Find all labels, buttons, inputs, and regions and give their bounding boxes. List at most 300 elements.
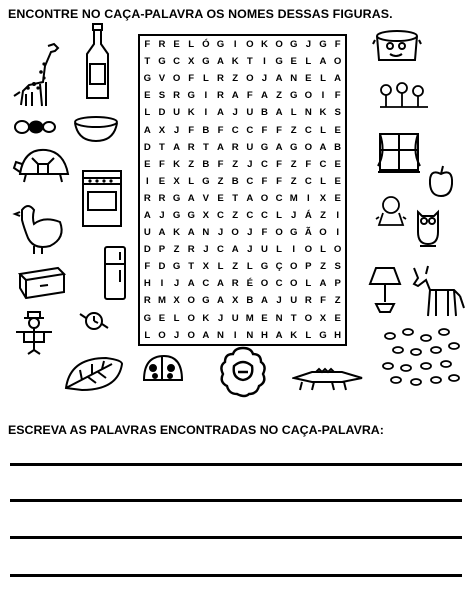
grid-letter: L	[188, 39, 195, 51]
grid-letter: A	[143, 209, 151, 221]
grid-letter: J	[276, 295, 282, 307]
grid-letter: É	[246, 278, 253, 290]
grid-letter: X	[319, 312, 327, 324]
grid-letter: M	[245, 312, 254, 324]
grid-letter: A	[187, 192, 195, 204]
grid-letter: A	[231, 90, 239, 102]
grid-row	[140, 327, 345, 344]
grid-letter: J	[261, 73, 268, 85]
grid-letter: L	[144, 329, 151, 341]
grid-letter: G	[172, 261, 181, 273]
grid-letter: A	[217, 107, 224, 119]
grid-row	[140, 292, 345, 309]
grid-letter: E	[305, 73, 312, 85]
grid-letter: L	[305, 278, 312, 290]
grid-letter: E	[144, 90, 151, 102]
grid-letter: A	[217, 278, 224, 290]
answer-line	[10, 499, 462, 502]
grid-letter: F	[261, 124, 268, 136]
grid-letter: D	[143, 141, 151, 153]
lamp-icon	[368, 264, 402, 318]
grid-letter: R	[231, 141, 239, 153]
grid-letter: G	[319, 329, 327, 341]
grid-letter: I	[321, 90, 325, 102]
grid-letter: O	[333, 56, 342, 68]
grid-row	[140, 36, 345, 53]
grid-letter: I	[233, 329, 237, 341]
grid-letter: F	[305, 158, 312, 170]
page-title: ENCONTRE NO CAÇA-PALAVRA OS NOMES DESSAS FIGURAS.	[8, 7, 393, 21]
grid-row	[140, 258, 345, 275]
grid-letter: B	[246, 295, 254, 307]
grid-letter: A	[231, 244, 239, 256]
grid-row	[140, 87, 345, 104]
grid-letter: K	[290, 329, 298, 341]
grid-letter: N	[217, 329, 224, 341]
grid-letter: L	[188, 175, 195, 187]
grid-letter: N	[246, 329, 254, 341]
grid-letter: X	[173, 295, 180, 307]
grid-letter: J	[247, 158, 253, 170]
grid-letter: O	[304, 244, 313, 256]
grid-letter: G	[319, 39, 327, 51]
grid-letter: C	[260, 209, 268, 221]
grid-letter: C	[246, 209, 254, 221]
grid-letter: P	[158, 244, 166, 256]
donkey-icon	[408, 264, 466, 320]
grid-letter: E	[334, 124, 341, 136]
grid-row	[140, 207, 345, 224]
grid-letter: K	[173, 227, 181, 239]
grid-letter: K	[187, 107, 195, 119]
grid-letter: H	[334, 329, 342, 341]
grid-letter: F	[217, 158, 224, 170]
grid-letter: A	[143, 124, 151, 136]
grid-letter: U	[246, 141, 254, 153]
grid-letter: T	[159, 141, 165, 153]
answer-line	[10, 463, 462, 466]
grid-row	[140, 53, 345, 70]
grid-letter: V	[202, 192, 210, 204]
grid-letter: Ó	[202, 39, 210, 51]
grid-row	[140, 156, 345, 173]
grid-letter: A	[319, 141, 327, 153]
grid-letter: E	[261, 312, 268, 324]
grid-letter: F	[276, 175, 283, 187]
grid-row	[140, 190, 345, 207]
grid-letter: A	[158, 227, 166, 239]
grid-letter: Z	[320, 209, 326, 221]
grid-letter: U	[290, 295, 298, 307]
watch-icon	[76, 306, 112, 336]
grid-letter: G	[172, 209, 181, 221]
grid-letter: X	[173, 175, 180, 187]
grid-letter: F	[320, 295, 326, 307]
grid-letter: Ç	[275, 261, 283, 273]
grid-letter: L	[290, 107, 297, 119]
grid-letter: U	[246, 107, 254, 119]
grid-letter: G	[260, 261, 269, 273]
grid-letter: R	[231, 278, 239, 290]
grid-letter: G	[187, 90, 195, 102]
grid-letter: R	[143, 192, 151, 204]
grid-letter: J	[217, 312, 224, 324]
grid-letter: O	[319, 227, 327, 239]
grid-letter: F	[188, 73, 195, 85]
grid-letter: Z	[334, 295, 341, 307]
word-search-grid	[138, 34, 347, 346]
grid-letter: R	[304, 295, 312, 307]
grid-row	[140, 224, 345, 241]
grid-letter: E	[334, 175, 341, 187]
grid-letter: F	[334, 39, 341, 51]
grid-letter: E	[290, 56, 297, 68]
grid-letter: G	[172, 192, 181, 204]
grid-letter: G	[289, 39, 298, 51]
grid-row	[140, 173, 345, 190]
grid-letter: L	[217, 261, 224, 273]
grid-letter: I	[336, 209, 339, 221]
grid-letter: R	[143, 295, 151, 307]
grid-letter: U	[173, 107, 181, 119]
grid-letter: F	[144, 261, 151, 273]
grid-letter: I	[336, 227, 339, 239]
grid-letter: X	[231, 295, 239, 307]
grid-letter: U	[260, 244, 268, 256]
grid-letter: C	[275, 278, 283, 290]
grid-letter: Z	[290, 124, 297, 136]
grid-letter: Z	[290, 158, 297, 170]
grid-letter: E	[173, 39, 180, 51]
grid-letter: J	[217, 227, 224, 239]
grid-letter: D	[143, 244, 151, 256]
grid-letter: M	[289, 192, 298, 204]
grid-letter: K	[319, 107, 327, 119]
grid-letter: C	[246, 124, 254, 136]
grid-letter: G	[260, 141, 269, 153]
grid-letter: T	[290, 312, 297, 324]
grid-letter: O	[275, 39, 283, 51]
grid-letter: X	[188, 56, 195, 68]
grid-letter: D	[158, 261, 166, 273]
apple-icon	[428, 164, 454, 198]
grid-letter: G	[216, 39, 225, 51]
grid-letter: O	[231, 227, 239, 239]
grid-letter: G	[158, 56, 166, 68]
grid-row	[140, 310, 345, 327]
grid-row	[140, 70, 345, 87]
grid-letter: R	[187, 244, 195, 256]
grid-letter: X	[158, 124, 166, 136]
grid-letter: F	[276, 124, 283, 136]
grid-letter: K	[231, 56, 239, 68]
grid-letter: B	[231, 175, 239, 187]
grid-letter: A	[260, 295, 268, 307]
grid-letter: R	[173, 90, 181, 102]
grid-letter: N	[290, 73, 298, 85]
grid-letter: O	[304, 90, 313, 102]
grid-letter: L	[202, 73, 209, 85]
grid-letter: A	[275, 107, 283, 119]
grid-letter: Á	[304, 209, 312, 221]
grid-letter: A	[319, 278, 327, 290]
grid-letter: O	[289, 278, 298, 290]
grid-letter: M	[157, 295, 166, 307]
grid-letter: J	[247, 227, 253, 239]
grid-letter: B	[260, 107, 268, 119]
grid-letter: T	[144, 56, 151, 68]
grid-letter: O	[187, 329, 195, 341]
grid-letter: A	[246, 192, 254, 204]
bottle-icon	[83, 22, 113, 102]
grid-letter: L	[276, 209, 283, 221]
grid-letter: F	[276, 158, 283, 170]
grid-letter: K	[202, 312, 210, 324]
grid-letter: Z	[232, 209, 239, 221]
doll-icon	[375, 195, 407, 229]
grid-letter: K	[260, 39, 268, 51]
grid-letter: J	[159, 209, 165, 221]
grid-letter: F	[144, 39, 151, 51]
grid-letter: L	[144, 107, 151, 119]
grid-letter: Z	[188, 158, 195, 170]
grid-letter: C	[202, 278, 210, 290]
grid-letter: E	[217, 192, 224, 204]
hen-icon	[12, 200, 70, 258]
grid-letter: O	[246, 39, 254, 51]
grid-letter: X	[202, 209, 210, 221]
grid-letter: D	[158, 107, 166, 119]
grid-letter: N	[304, 107, 312, 119]
grid-letter: A	[260, 90, 268, 102]
grid-row	[140, 241, 345, 258]
grid-letter: N	[275, 312, 283, 324]
grid-letter: A	[202, 329, 210, 341]
grid-letter: E	[158, 175, 166, 187]
grid-letter: A	[217, 141, 224, 153]
grid-letter: G	[202, 175, 210, 187]
grid-letter: T	[246, 56, 253, 68]
grid-letter: A	[187, 227, 195, 239]
grid-letter: H	[143, 278, 151, 290]
grid-letter: H	[260, 329, 268, 341]
answer-line	[10, 574, 462, 577]
grid-letter: C	[217, 244, 224, 256]
grid-letter: O	[333, 244, 342, 256]
grid-letter: L	[173, 312, 180, 324]
grid-letter: J	[173, 124, 180, 136]
grid-letter: O	[187, 312, 195, 324]
grid-letter: C	[304, 124, 312, 136]
grid-letter: B	[202, 158, 210, 170]
alligator-icon	[292, 364, 364, 392]
grid-letter: G	[289, 227, 298, 239]
turtle-icon	[12, 146, 72, 186]
grid-letter: F	[334, 90, 341, 102]
grid-letter: E	[158, 312, 166, 324]
grid-row	[140, 275, 345, 292]
grid-letter: C	[275, 192, 283, 204]
scarecrow-icon	[10, 308, 58, 356]
grid-letter: F	[261, 175, 268, 187]
window-icon	[376, 130, 422, 176]
grid-letter: I	[204, 107, 208, 119]
grid-letter: Z	[232, 73, 239, 85]
grid-letter: O	[304, 141, 313, 153]
grid-letter: B	[202, 124, 210, 136]
grid-letter: Z	[232, 261, 239, 273]
grid-letter: I	[145, 175, 149, 187]
grid-letter: J	[203, 244, 209, 256]
beans-icon	[378, 326, 462, 386]
grid-letter: C	[231, 124, 239, 136]
grid-letter: E	[334, 312, 341, 324]
ladybug-icon	[140, 352, 186, 386]
grid-row	[140, 139, 345, 156]
grid-letter: G	[289, 141, 298, 153]
grid-letter: O	[172, 73, 181, 85]
grid-letter: J	[291, 209, 297, 221]
grid-letter: J	[173, 329, 180, 341]
grid-letter: L	[320, 175, 326, 187]
grid-letter: F	[246, 90, 253, 102]
grid-letter: L	[276, 244, 283, 256]
grid-letter: A	[217, 56, 224, 68]
grid-letter: E	[334, 158, 341, 170]
pot-icon	[372, 26, 422, 66]
grid-letter: K	[173, 158, 181, 170]
grid-letter: O	[158, 329, 166, 341]
grid-letter: Z	[173, 244, 180, 256]
grid-letter: U	[143, 227, 151, 239]
grid-letter: T	[232, 192, 239, 204]
grid-letter: F	[261, 227, 268, 239]
owl-icon	[412, 206, 444, 248]
grid-letter: F	[217, 124, 224, 136]
grid-letter: C	[319, 158, 327, 170]
grid-letter: E	[334, 192, 341, 204]
grid-letter: G	[143, 312, 152, 324]
answer-line	[10, 536, 462, 539]
grid-letter: A	[275, 141, 283, 153]
grid-letter: O	[246, 73, 254, 85]
flowers-icon	[378, 82, 430, 110]
lion-icon	[214, 344, 272, 400]
grid-letter: R	[217, 90, 224, 102]
grid-letter: A	[275, 73, 283, 85]
grid-letter: S	[334, 261, 341, 273]
grid-letter: N	[202, 227, 210, 239]
grid-letter: R	[158, 192, 166, 204]
grid-letter: E	[144, 158, 151, 170]
grid-letter: J	[232, 107, 238, 119]
grid-letter: I	[233, 39, 237, 51]
grid-letter: P	[305, 261, 312, 273]
grid-letter: S	[334, 107, 341, 119]
grid-letter: C	[260, 158, 268, 170]
grid-letter: R	[187, 141, 195, 153]
grid-letter: C	[217, 209, 224, 221]
grid-letter: P	[334, 278, 341, 290]
grid-letter: A	[275, 329, 283, 341]
stove-icon	[80, 168, 124, 230]
grid-letter: A	[217, 295, 224, 307]
grid-letter: A	[173, 141, 181, 153]
grid-letter: O	[304, 312, 313, 324]
grid-letter: R	[158, 39, 166, 51]
candies-icon	[12, 117, 56, 137]
grid-letter: V	[158, 73, 166, 85]
grid-letter: J	[305, 39, 312, 51]
grid-letter: J	[247, 244, 253, 256]
grid-letter: I	[263, 56, 266, 68]
grid-letter: Z	[217, 175, 224, 187]
grid-letter: Z	[320, 261, 326, 273]
grid-letter: B	[334, 141, 342, 153]
grid-letter: G	[289, 90, 298, 102]
grid-letter: F	[159, 158, 165, 170]
grid-letter: G	[202, 295, 210, 307]
grid-letter: O	[289, 261, 298, 273]
grid-letter: T	[188, 261, 195, 273]
grid-letter: G	[187, 209, 195, 221]
grid-letter: Ã	[304, 227, 312, 239]
grid-letter: T	[202, 141, 209, 153]
grid-letter: G	[143, 73, 152, 85]
grid-letter: C	[304, 175, 312, 187]
refrigerator-icon	[102, 244, 128, 302]
grid-letter: X	[202, 261, 210, 273]
grid-letter: L	[320, 124, 326, 136]
grid-letter: I	[204, 90, 208, 102]
bowl-icon	[72, 115, 120, 145]
grid-letter: Z	[276, 90, 283, 102]
grid-letter: I	[292, 244, 296, 256]
instructions-text: ESCREVA AS PALAVRAS ENCONTRADAS NO CAÇA-PALAVRA:	[8, 423, 384, 437]
grid-row	[140, 121, 345, 138]
grid-letter: J	[173, 278, 180, 290]
drawer-icon	[16, 264, 68, 304]
grid-letter: G	[202, 56, 210, 68]
grid-row	[140, 104, 345, 121]
grid-letter: O	[275, 227, 283, 239]
grid-letter: A	[187, 278, 195, 290]
grid-letter: O	[187, 295, 195, 307]
grid-letter: C	[246, 175, 254, 187]
grid-letter: X	[319, 192, 327, 204]
grid-letter: L	[305, 56, 312, 68]
grid-letter: O	[260, 192, 269, 204]
grid-letter: I	[307, 192, 310, 204]
giraffe-icon	[8, 42, 70, 108]
grid-letter: F	[188, 124, 195, 136]
grid-letter: I	[160, 278, 164, 290]
grid-letter: R	[217, 73, 224, 85]
leaf-icon	[62, 352, 126, 394]
grid-letter: L	[320, 73, 326, 85]
grid-letter: O	[260, 278, 269, 290]
grid-letter: L	[320, 244, 326, 256]
grid-letter: L	[305, 329, 312, 341]
grid-letter: S	[158, 90, 166, 102]
grid-letter: U	[231, 312, 239, 324]
grid-letter: L	[246, 261, 253, 273]
grid-letter: Z	[232, 158, 239, 170]
grid-letter: Z	[290, 175, 297, 187]
grid-letter: A	[319, 56, 327, 68]
grid-letter: C	[173, 56, 181, 68]
grid-letter: G	[275, 56, 283, 68]
